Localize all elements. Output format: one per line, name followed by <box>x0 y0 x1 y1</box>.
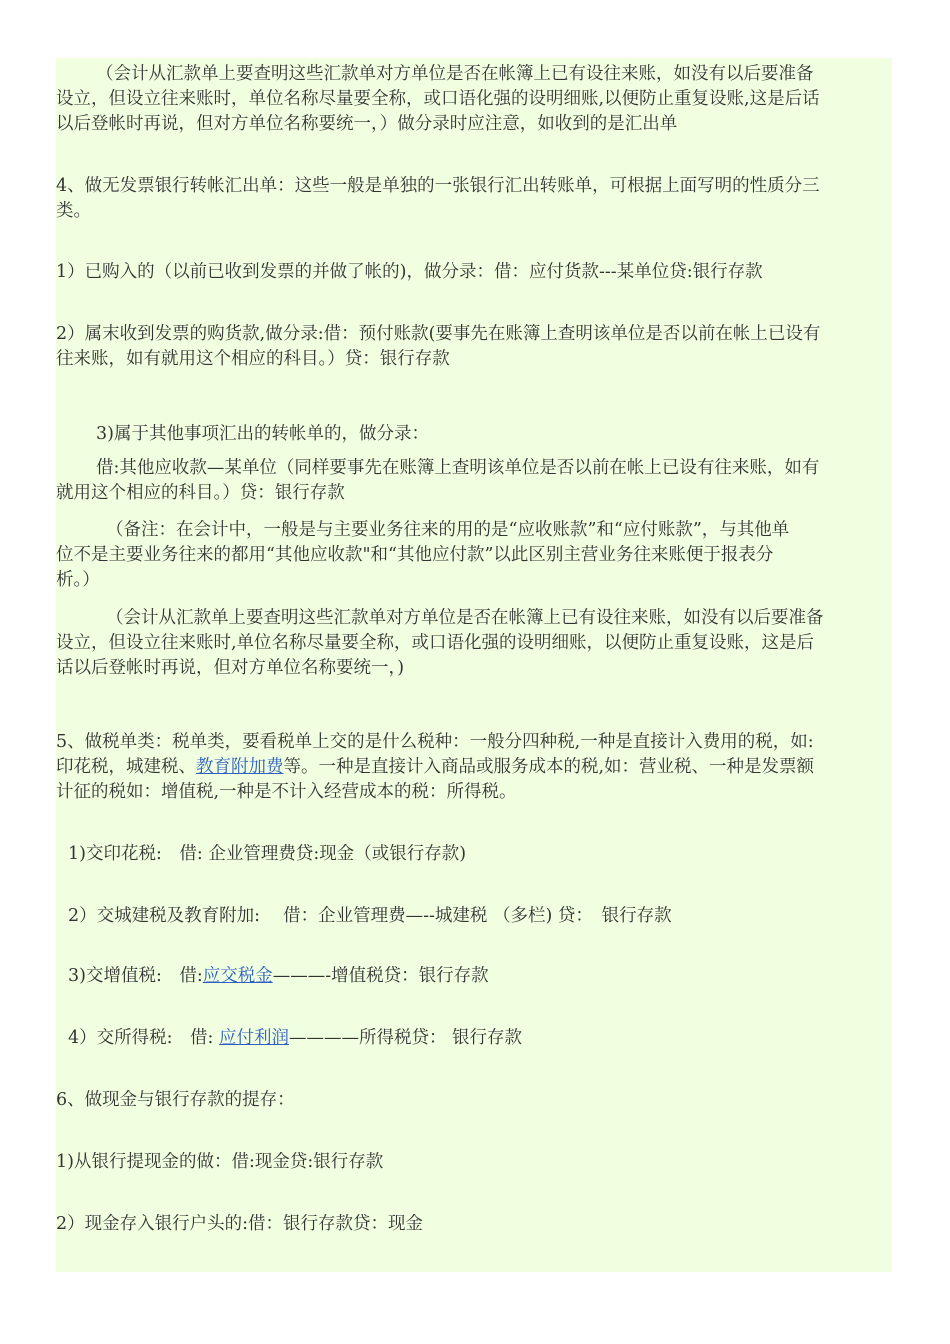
text-segment: 3)交增值税: 借: <box>68 966 203 986</box>
text-line: 以后登帐时再说，但对方单位名称要统一，）做分录时应注意，如收到的是汇出单 <box>56 114 678 134</box>
paragraph-item-5-1 <box>56 842 892 867</box>
text-line: 1)交印花税: 借: 企业管理费贷:现金（或银行存款) <box>68 844 467 864</box>
section-heading: 4、做无发票银行转帐汇出单：这些一般是单独的一张银行汇出转账单，可根据上面写明的性质分三 <box>56 176 820 196</box>
text-line: 2）现金存入银行户头的:借：银行存款贷：现金 <box>56 1214 424 1234</box>
text-line: 3)属于其他事项汇出的转帐单的，做分录： <box>96 424 429 444</box>
text-line: 话以后登帐时再说，但对方单位名称要统一，) <box>56 658 405 678</box>
text-segment: 4）交所得税: 借: <box>68 1028 219 1048</box>
paragraph-entry-4-3 <box>56 456 892 506</box>
text-line: 2）交城建税及教育附加: 借：企业管理费—--城建税 （多栏) 贷： 银行存款 <box>68 906 672 926</box>
paragraph-item-4-1 <box>56 260 892 285</box>
text-line: 就用这个相应的科目。）贷：银行存款 <box>56 483 345 503</box>
paragraph-item-6-1 <box>56 1150 892 1175</box>
text-line: 位不是主要业务往来的都用“其他应收款"和“其他应付款”以此区别主营业务往来账便于报表分 <box>56 545 774 565</box>
education-surcharge-link[interactable]: 教育附加费 <box>196 757 284 777</box>
section-heading: 6、做现金与银行存款的提存： <box>56 1090 295 1110</box>
paragraph-item-5-4 <box>56 1026 892 1051</box>
paragraph-section-6 <box>56 1088 892 1113</box>
text-line <box>56 755 892 780</box>
text-line: 往来账，如有就用这个相应的科目。）贷：银行存款 <box>56 349 450 369</box>
paragraph-note-2 <box>56 606 892 681</box>
paragraph-section-4 <box>56 174 892 224</box>
text-line: 计征的税如：增值税,一种是不计入经营成本的税：所得税。 <box>56 782 517 802</box>
text-line: 借:其他应收款—某单位（同样要事先在账簿上查明该单位是否以前在帐上已设有往来账，如有 <box>96 458 820 478</box>
text-segment: ————所得税贷： 银行存款 <box>289 1028 523 1048</box>
paragraph-section-5 <box>56 730 892 805</box>
paragraph-item-4-2 <box>56 322 892 372</box>
text-line: 类。 <box>56 201 91 221</box>
text-line: 1）已购入的（以前已收到发票的并做了帐的)，做分录：借：应付货款---某单位贷:银行存款 <box>56 262 763 282</box>
text-segment: ———-增值税贷：银行存款 <box>272 966 489 986</box>
text-line: 1)从银行提现金的做：借:现金贷:银行存款 <box>56 1152 384 1172</box>
text-line: 析。） <box>56 570 100 590</box>
document-page <box>56 58 892 1272</box>
text-line: 2）属末收到发票的购货款,做分录:借：预付账款(要事先在账簿上查明该单位是否以前在帐上已设有 <box>56 324 821 344</box>
paragraph-item-5-2 <box>56 904 892 929</box>
text-line: （会计从汇款单上要查明这些汇款单对方单位是否在帐簿上已有设往来账，如没有以后要准备 <box>96 64 814 84</box>
paragraph-item-5-3 <box>56 964 892 989</box>
paragraph-note-1 <box>56 62 892 137</box>
text-line: （会计从汇款单上要查明这些汇款单对方单位是否在帐簿上已有设往来账，如没有以后要准备 <box>106 608 824 628</box>
text-line <box>56 1026 892 1051</box>
text-line: （备注：在会计中，一般是与主要业务往来的用的是“应收账款”和“应付账款”，与其他单 <box>106 520 790 540</box>
profit-payable-link[interactable]: 应付利润 <box>219 1028 289 1048</box>
section-heading: 5、做税单类：税单类，要看税单上交的是什么税种：一般分四种税,一种是直接计入费用的税，如: <box>56 732 814 752</box>
paragraph-remark <box>56 518 892 593</box>
paragraph-item-6-2 <box>56 1212 892 1237</box>
text-line <box>56 964 892 989</box>
text-segment: 印花税，城建税、 <box>56 757 196 777</box>
text-line: 设立，但设立往来账时，单位名称尽量要全称，或口语化强的设明细账,以便防止重复设账,这是后话 <box>56 89 820 109</box>
paragraph-item-4-3 <box>56 422 892 447</box>
taxes-payable-link[interactable]: 应交税金 <box>202 966 273 986</box>
text-line: 设立，但设立往来账时,单位名称尽量要全称，或口语化强的设明细账，以便防止重复设账，这是后 <box>56 633 815 653</box>
text-segment: 等。一种是直接计入商品或服务成本的税,如：营业税、一种是发票额 <box>283 757 815 777</box>
